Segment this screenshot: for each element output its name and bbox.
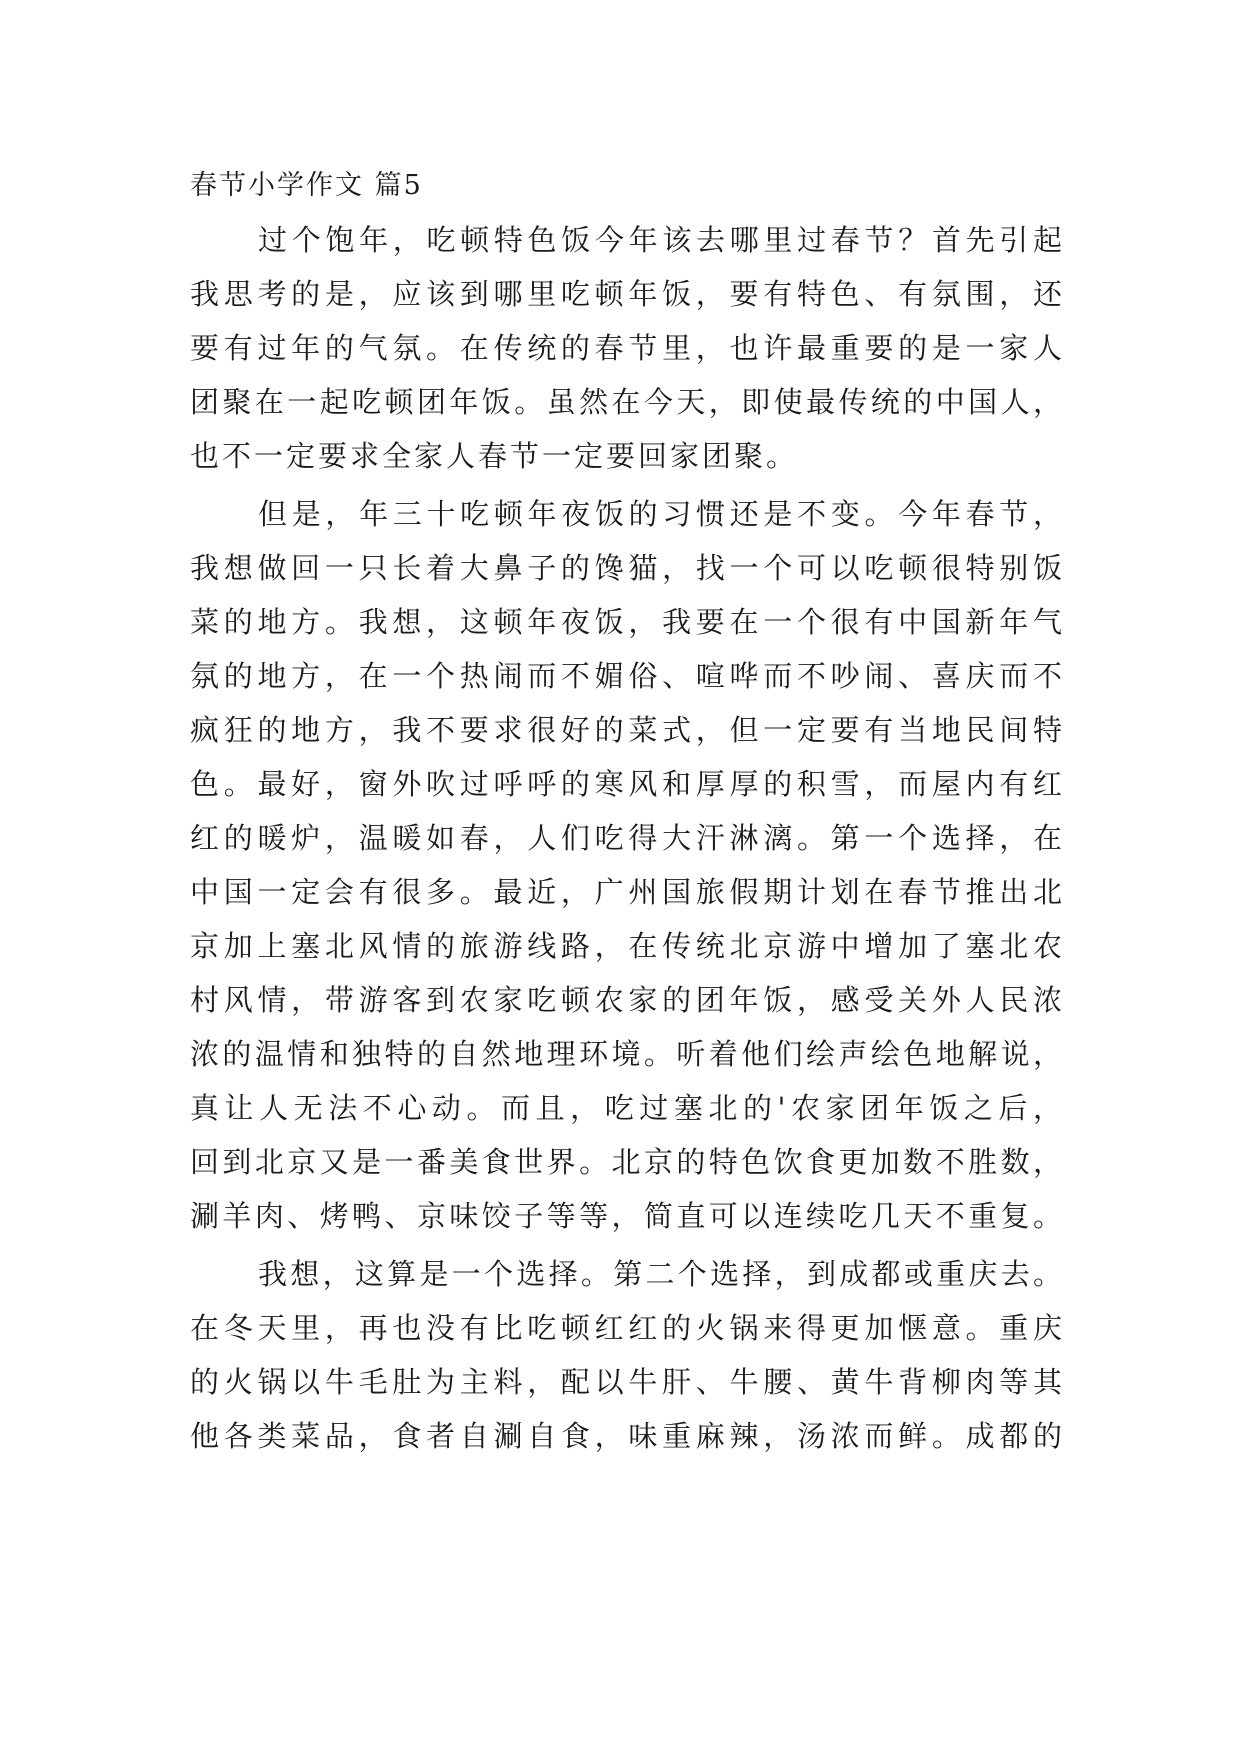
paragraph-line: 但是，年三十吃顿年夜饭的习惯还是不变。今年春节，: [258, 497, 1062, 531]
paragraph-line: 京加上塞北风情的旅游线路，在传统北京游中增加了塞北农: [190, 929, 1062, 963]
paragraph-line: 他各类菜品，食者自涮自食，味重麻辣，汤浓而鲜。成都的: [190, 1419, 1062, 1453]
paragraph-line: 也不一定要求全家人春节一定要回家团聚。: [190, 439, 799, 473]
document-title: 春节小学作文 篇5: [190, 170, 423, 201]
paragraph-line: 氛的地方，在一个热闹而不媚俗、喧哗而不吵闹、喜庆而不: [190, 659, 1062, 693]
paragraph-line: 过个饱年，吃顿特色饭今年该去哪里过春节？首先引起: [258, 223, 1062, 257]
paragraph-line: 要有过年的气氛。在传统的春节里，也许最重要的是一家人: [190, 331, 1062, 365]
paragraph-line: 浓的温情和独特的自然地理环境。听着他们绘声绘色地解说，: [190, 1037, 1062, 1071]
paragraph-line: 色。最好，窗外吹过呼呼的寒风和厚厚的积雪，而屋内有红: [190, 767, 1062, 801]
paragraph-line: 的火锅以牛毛肚为主料，配以牛肝、牛腰、黄牛背柳肉等其: [190, 1365, 1062, 1399]
paragraph-line: 我想做回一只长着大鼻子的馋猫，找一个可以吃顿很特别饭: [190, 551, 1062, 585]
paragraph-line: 菜的地方。我想，这顿年夜饭，我要在一个很有中国新年气: [190, 605, 1062, 639]
paragraph-line: 回到北京又是一番美食世界。北京的特色饮食更加数不胜数，: [190, 1145, 1062, 1179]
paragraph-line: 团聚在一起吃顿团年饭。虽然在今天，即使最传统的中国人，: [190, 385, 1062, 419]
paragraph-line: 真让人无法不心动。而且，吃过塞北的'农家团年饭之后，: [190, 1091, 1062, 1125]
paragraph-line: 红的暖炉，温暖如春，人们吃得大汗淋漓。第一个选择，在: [190, 821, 1062, 855]
paragraph-line: 村风情，带游客到农家吃顿农家的团年饭，感受关外人民浓: [190, 983, 1062, 1017]
paragraph-line: 在冬天里，再也没有比吃顿红红的火锅来得更加惬意。重庆: [190, 1311, 1062, 1345]
paragraph-line: 我思考的是，应该到哪里吃顿年饭，要有特色、有氛围，还: [190, 277, 1062, 311]
paragraph-line: 疯狂的地方，我不要求很好的菜式，但一定要有当地民间特: [190, 713, 1062, 747]
paragraph-line: 中国一定会有很多。最近，广州国旅假期计划在春节推出北: [190, 875, 1062, 909]
paragraph-line: 我想，这算是一个选择。第二个选择，到成都或重庆去。: [258, 1257, 1062, 1291]
paragraph-line: 涮羊肉、烤鸭、京味饺子等等，简直可以连续吃几天不重复。: [190, 1199, 1062, 1233]
